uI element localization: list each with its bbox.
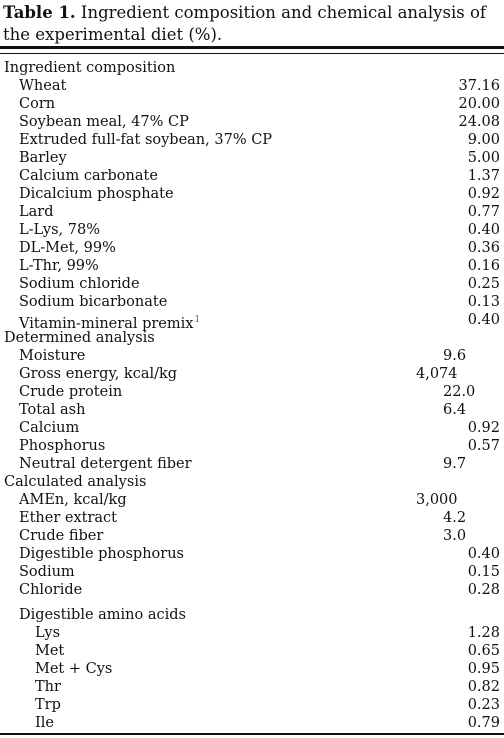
section-title: Ingredient composition (4, 60, 176, 76)
row-label: Ether extract (19, 510, 117, 526)
row-value: 20.00 (458, 96, 500, 112)
row-label: DL-Met, 99% (19, 240, 116, 256)
table-row (0, 167, 504, 185)
row-label: Dicalcium phosphate (19, 186, 174, 202)
row-label: Trp (35, 697, 61, 713)
section-header-determined (0, 329, 504, 347)
row-value: 0.40 (467, 546, 500, 562)
section-header-ingredient (0, 59, 504, 77)
table-row (0, 383, 504, 401)
table-row (0, 95, 504, 113)
table-row (0, 185, 504, 203)
row-label: Total ash (19, 402, 86, 418)
row-value: 0.28 (467, 582, 500, 598)
bottom-rule (0, 733, 504, 735)
table-row (0, 678, 504, 696)
table-row (0, 257, 504, 275)
table-row (0, 714, 504, 732)
row-label: L-Lys, 78% (19, 222, 100, 238)
row-value: 6.4 (443, 402, 467, 418)
row-value: 0.65 (467, 643, 500, 659)
top-rule (0, 46, 504, 54)
table-row (0, 131, 504, 149)
row-label: Chloride (19, 582, 83, 598)
diet-table (0, 59, 504, 732)
row-value: 0.92 (467, 420, 500, 436)
table-row (0, 491, 504, 509)
row-value: 1.28 (467, 625, 500, 641)
row-label: AMEn, kcal/kg (19, 492, 127, 508)
row-label: Crude protein (19, 384, 123, 400)
row-value: 3,000 (416, 492, 458, 508)
row-label: Met (35, 643, 65, 659)
table-row (0, 437, 504, 455)
row-value: 0.57 (467, 438, 500, 454)
row-label: Crude fiber (19, 528, 104, 544)
section-header-calculated (0, 473, 504, 491)
row-value: 0.92 (467, 186, 500, 202)
row-value: 0.36 (467, 240, 500, 256)
table-row (0, 624, 504, 642)
row-label: Barley (19, 150, 67, 166)
table-row (0, 509, 504, 527)
row-label-text: Vitamin-mineral premix (19, 316, 194, 332)
table-row (0, 275, 504, 293)
section-title: Determined analysis (4, 330, 155, 346)
table-row (0, 221, 504, 239)
row-label: Met + Cys (35, 661, 113, 677)
row-label: Sodium chloride (19, 276, 140, 292)
row-value: 9.6 (443, 348, 467, 364)
table-row (0, 545, 504, 563)
row-label: L-Thr, 99% (19, 258, 99, 274)
subgroup-header-amino-acids (0, 606, 504, 624)
row-value: 4,074 (416, 366, 458, 382)
row-label: Calcium (19, 420, 80, 436)
table-row (0, 77, 504, 95)
row-label: Calcium carbonate (19, 168, 158, 184)
table-label: Table 1. (3, 3, 76, 22)
row-label: Thr (35, 679, 61, 695)
table-row (0, 642, 504, 660)
table-row (0, 455, 504, 473)
table-row (0, 581, 504, 599)
row-value: 0.82 (467, 679, 500, 695)
row-value: 0.40 (467, 312, 500, 328)
row-label: Lys (35, 625, 61, 641)
row-value: 3.0 (443, 528, 467, 544)
table-row (0, 311, 504, 332)
row-value: 9.7 (443, 456, 467, 472)
table-row (0, 419, 504, 437)
row-value: 22.0 (443, 384, 476, 400)
row-value: 0.13 (467, 294, 500, 310)
table-row (0, 239, 504, 257)
table-row (0, 527, 504, 545)
table-row (0, 365, 504, 383)
row-value: 0.95 (467, 661, 500, 677)
row-label: Sodium bicarbonate (19, 294, 168, 310)
table-row (0, 113, 504, 131)
subgroup-title: Digestible amino acids (19, 607, 186, 623)
table-row (0, 660, 504, 678)
table-row (0, 149, 504, 167)
table-row (0, 293, 504, 311)
table-row (0, 563, 504, 581)
row-value: 0.15 (467, 564, 500, 580)
table-row (0, 203, 504, 221)
row-value: 4.2 (443, 510, 467, 526)
table-title: Ingredient composition and chemical analysis of the experimental diet (%). (3, 3, 486, 44)
row-value: 1.37 (467, 168, 500, 184)
table-row (0, 696, 504, 714)
row-value: 5.00 (467, 150, 500, 166)
row-value: 0.23 (467, 697, 500, 713)
row-label: Soybean meal, 47% CP (19, 114, 189, 130)
section-title: Calculated analysis (4, 474, 147, 490)
table-row (0, 347, 504, 365)
row-label: Digestible phosphorus (19, 546, 184, 562)
row-value: 9.00 (467, 132, 500, 148)
row-label: Phosphorus (19, 438, 106, 454)
row-value: 0.79 (467, 715, 500, 731)
row-label: Corn (19, 96, 56, 112)
row-value: 24.08 (458, 114, 500, 130)
row-value: 0.77 (467, 204, 500, 220)
row-value: 0.40 (467, 222, 500, 238)
row-label: Moisture (19, 348, 86, 364)
row-label: Ile (35, 715, 54, 731)
table-row (0, 401, 504, 419)
row-label: Wheat (19, 78, 67, 94)
row-label: Sodium (19, 564, 75, 580)
row-label: Neutral detergent fiber (19, 456, 192, 472)
footnote-marker[interactable]: 1 (194, 315, 201, 325)
row-label: Extruded full-fat soybean, 37% CP (19, 132, 273, 148)
row-label: Gross energy, kcal/kg (19, 366, 178, 382)
row-value: 0.25 (467, 276, 500, 292)
row-value: 37.16 (458, 78, 500, 94)
table-caption (3, 2, 499, 46)
row-label: Lard (19, 204, 54, 220)
row-value: 0.16 (467, 258, 500, 274)
spacer (0, 599, 504, 606)
